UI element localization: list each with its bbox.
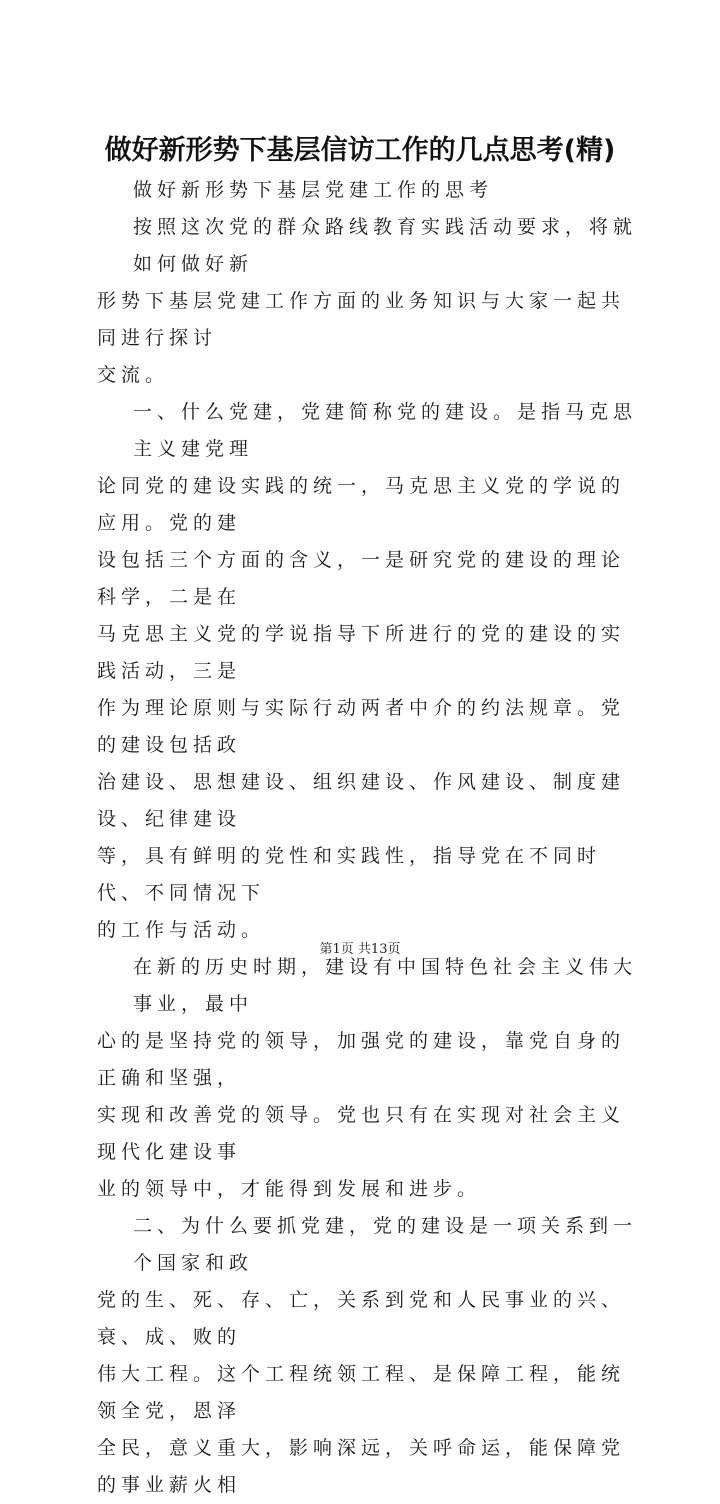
- paragraphs: [97, 209, 647, 1504]
- paragraph-line: 党的生、死、存、亡，关系到党和人民事业的兴、衰、成、败的: [97, 1289, 626, 1348]
- paragraph: [97, 209, 647, 394]
- paragraph-line: 全民，意义重大，影响深远，关呼命运，能保障党的事业薪火相: [97, 1437, 626, 1496]
- document-subtitle: 做好新形势下基层党建工作的思考: [133, 179, 494, 201]
- paragraph-line: 设包括三个方面的含义，一是研究党的建设的理论科学，二是在: [97, 549, 626, 608]
- paragraph-line: 实现和改善党的领导。党也只有在实现对社会主义现代化建设事: [97, 1104, 626, 1163]
- paragraph: [97, 1208, 647, 1504]
- paragraph-line: 一、什么党建，党建简称党的建设。是指马克思主义建党理: [133, 401, 638, 460]
- paragraph-line: 伟大工程。这个工程统领工程、是保障工程，能统领全党，恩泽: [97, 1363, 626, 1422]
- document-title: 做好新形势下基层信访工作的几点思考(精): [104, 135, 616, 166]
- paragraph-line: 交流。: [97, 364, 170, 386]
- paragraph-line: 按照这次党的群众路线教育实践活动要求，将就如何做好新: [133, 216, 638, 275]
- paragraph-line: 马克思主义党的学说指导下所进行的党的建设的实践活动，三是: [97, 623, 626, 682]
- paragraph: [97, 394, 647, 949]
- paragraph-line: 等，具有鲜明的党性和实践性，指导党在不同时代、不同情况下: [97, 845, 602, 904]
- page-footer: 第1页 共13页: [319, 942, 401, 957]
- paragraph: [97, 949, 647, 1208]
- paragraph-line: 的工作与活动。: [97, 919, 266, 941]
- paragraph-line: 心的是坚持党的领导，加强党的建设，靠党自身的正确和坚强，: [97, 1030, 626, 1089]
- paragraph-line: 作为理论原则与实际行动两者中介的约法规章。党的建设包括政: [97, 697, 626, 756]
- paragraph-line: 治建设、思想建设、组织建设、作风建设、制度建设、纪律建设: [97, 771, 626, 830]
- paragraph-line: 二、为什么要抓党建，党的建设是一项关系到一个国家和政: [133, 1215, 638, 1274]
- paragraph-line: 论同党的建设实践的统一，马克思主义党的学说的应用。党的建: [97, 475, 626, 534]
- document-body: [97, 172, 647, 1504]
- paragraph-line: 在新的历史时期，建设有中国特色社会主义伟大事业，最中: [133, 956, 638, 1015]
- paragraph-line: 业的领导中，才能得到发展和进步。: [97, 1178, 482, 1200]
- paragraph-line: 形势下基层党建工作方面的业务知识与大家一起共同进行探讨: [97, 290, 626, 349]
